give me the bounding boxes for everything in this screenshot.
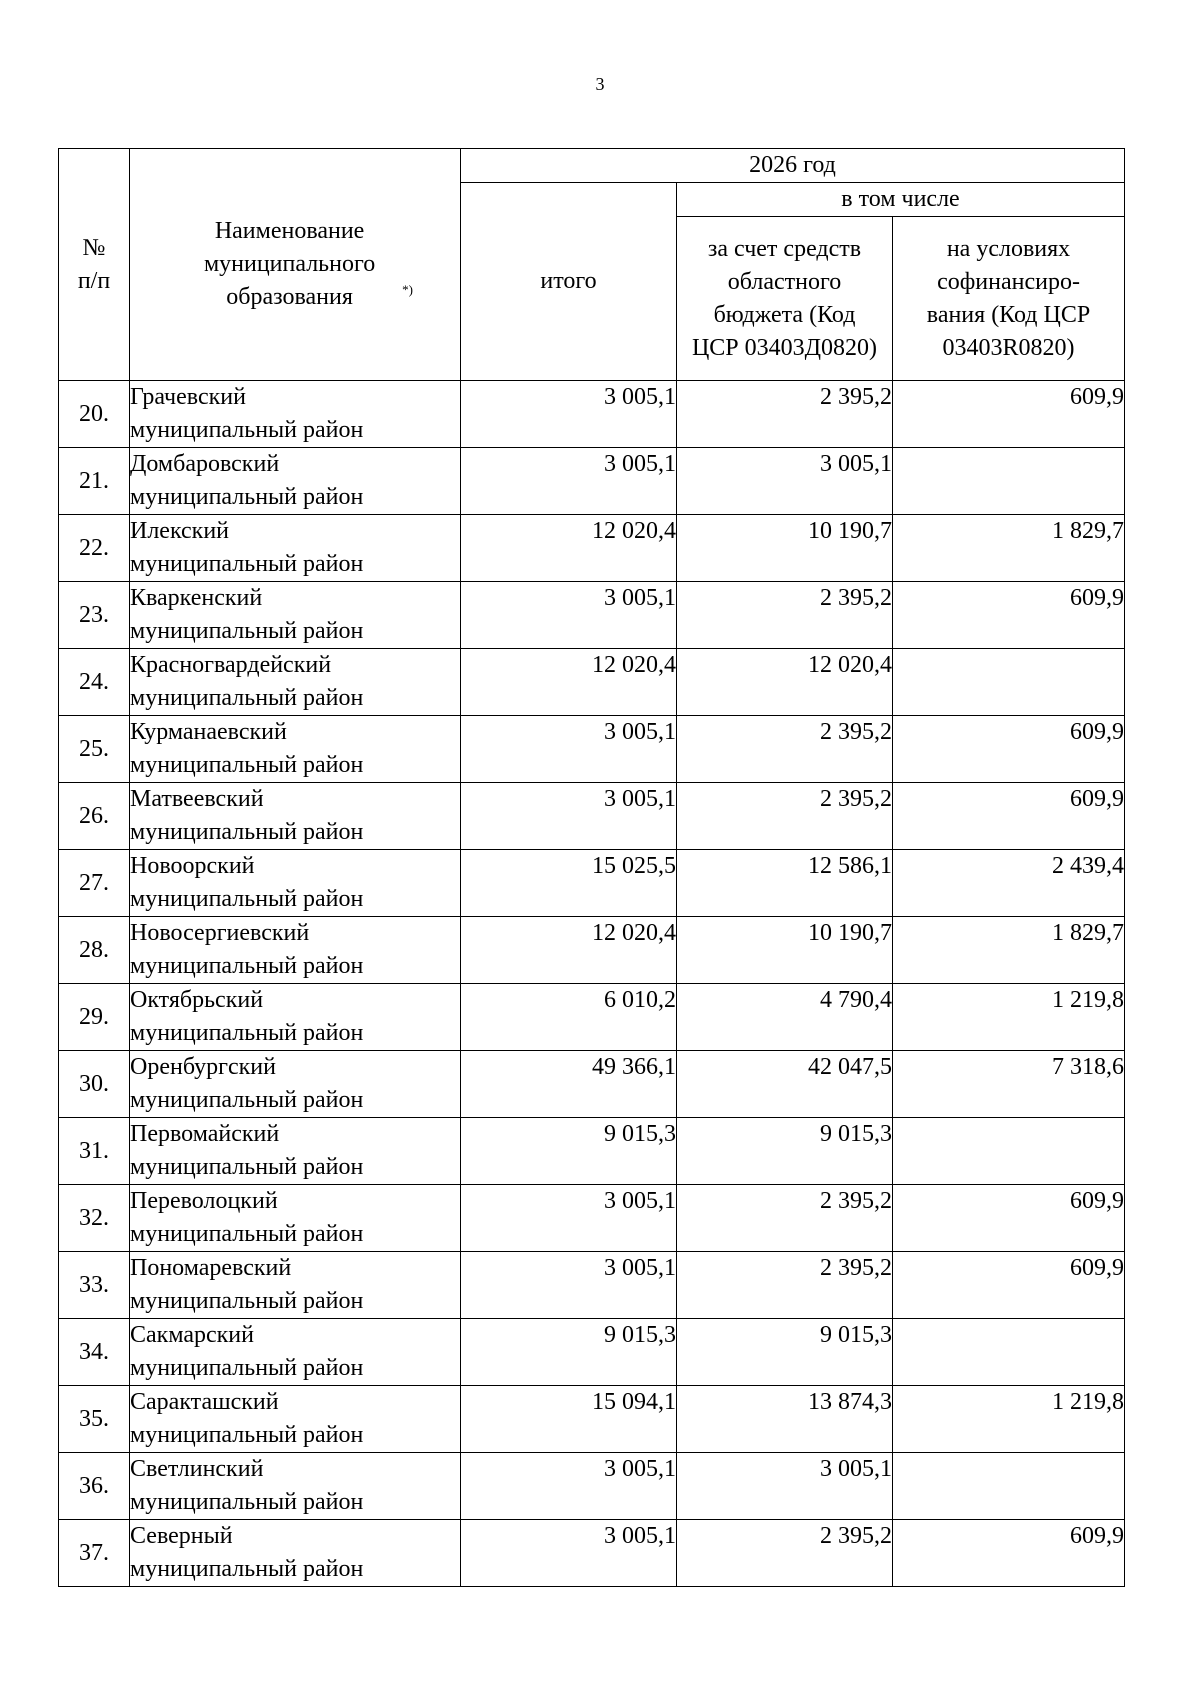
row-number: 26. <box>59 783 130 850</box>
total-value: 15 025,5 <box>461 850 677 917</box>
total-value: 49 366,1 <box>461 1051 677 1118</box>
table-row <box>59 1118 1125 1185</box>
row-number: 32. <box>59 1185 130 1252</box>
cofin-value: 609,9 <box>893 1185 1125 1252</box>
municipality-type: муниципальный район <box>130 618 364 644</box>
table-row <box>59 783 1125 850</box>
total-value: 6 010,2 <box>461 984 677 1051</box>
municipality-type: муниципальный район <box>130 1154 364 1180</box>
header-including: в том числе <box>677 183 1125 217</box>
municipality-type: муниципальный район <box>130 819 364 845</box>
municipality-title: Светлинский <box>130 1456 264 1482</box>
regional-value: 2 395,2 <box>677 1252 893 1319</box>
table-row <box>59 984 1125 1051</box>
cofin-value: 7 318,6 <box>893 1051 1125 1118</box>
table-row <box>59 1453 1125 1520</box>
municipality-name <box>130 783 461 850</box>
row-number: 23. <box>59 582 130 649</box>
municipality-name <box>130 1520 461 1587</box>
table-row <box>59 1319 1125 1386</box>
cofin-value: 609,9 <box>893 783 1125 850</box>
total-value: 3 005,1 <box>461 1520 677 1587</box>
budget-table <box>58 148 1125 1587</box>
municipality-title: Курманаевский <box>130 719 287 745</box>
cofin-value <box>893 1453 1125 1520</box>
municipality-title: Пономаревский <box>130 1255 292 1281</box>
cofin-value: 1 829,7 <box>893 515 1125 582</box>
municipality-name <box>130 1051 461 1118</box>
cofin-value <box>893 448 1125 515</box>
municipality-name <box>130 649 461 716</box>
row-number: 33. <box>59 1252 130 1319</box>
table-row <box>59 917 1125 984</box>
table-row <box>59 1051 1125 1118</box>
table-row <box>59 1386 1125 1453</box>
municipality-title: Красногвардейский <box>130 652 332 678</box>
municipality-title: Илекский <box>130 518 230 544</box>
municipality-name <box>130 1453 461 1520</box>
regional-value: 3 005,1 <box>677 448 893 515</box>
municipality-title: Саракташский <box>130 1389 279 1415</box>
table-row <box>59 448 1125 515</box>
municipality-type: муниципальный район <box>130 1422 364 1448</box>
row-number: 34. <box>59 1319 130 1386</box>
header-name <box>130 149 461 381</box>
municipality-title: Переволоцкий <box>130 1188 278 1214</box>
cofin-value <box>893 1118 1125 1185</box>
cofin-value: 609,9 <box>893 716 1125 783</box>
row-number: 27. <box>59 850 130 917</box>
total-value: 9 015,3 <box>461 1118 677 1185</box>
municipality-title: Домбаровский <box>130 451 280 477</box>
table-header <box>59 149 1125 381</box>
cofin-value: 609,9 <box>893 381 1125 448</box>
row-number: 22. <box>59 515 130 582</box>
table-row <box>59 1520 1125 1587</box>
municipality-name <box>130 716 461 783</box>
regional-value: 12 586,1 <box>677 850 893 917</box>
municipality-type: муниципальный район <box>130 886 364 912</box>
header-regional-label: за счет средств областного бюджета (Код ЦСР 03403Д0820) <box>691 235 878 361</box>
regional-value: 2 395,2 <box>677 1185 893 1252</box>
cofin-value: 2 439,4 <box>893 850 1125 917</box>
municipality-type: муниципальный район <box>130 417 364 443</box>
table-row <box>59 582 1125 649</box>
cofin-value: 609,9 <box>893 1252 1125 1319</box>
header-num-label: № п/п <box>77 234 111 294</box>
row-number: 31. <box>59 1118 130 1185</box>
municipality-type: муниципальный район <box>130 1288 364 1314</box>
municipality-title: Первомайский <box>130 1121 280 1147</box>
regional-value: 13 874,3 <box>677 1386 893 1453</box>
page-number: 3 <box>595 74 605 94</box>
table-row <box>59 1185 1125 1252</box>
municipality-title: Грачевский <box>130 384 246 410</box>
row-number: 25. <box>59 716 130 783</box>
municipality-name <box>130 1386 461 1453</box>
municipality-name <box>130 1319 461 1386</box>
municipality-name <box>130 1252 461 1319</box>
row-number: 20. <box>59 381 130 448</box>
header-year: 2026 год <box>461 149 1125 183</box>
municipality-type: муниципальный район <box>130 685 364 711</box>
total-value: 3 005,1 <box>461 448 677 515</box>
table-body <box>59 381 1125 1587</box>
header-name-label: Наименование муниципального образования <box>203 218 376 310</box>
municipality-name <box>130 515 461 582</box>
municipality-title: Новосергиевский <box>130 920 310 946</box>
table-row <box>59 381 1125 448</box>
total-value: 3 005,1 <box>461 716 677 783</box>
regional-value: 4 790,4 <box>677 984 893 1051</box>
municipality-type: муниципальный район <box>130 1556 364 1582</box>
regional-value: 9 015,3 <box>677 1319 893 1386</box>
total-value: 3 005,1 <box>461 1453 677 1520</box>
regional-value: 10 190,7 <box>677 917 893 984</box>
cofin-value: 609,9 <box>893 582 1125 649</box>
table-row <box>59 716 1125 783</box>
table-row <box>59 850 1125 917</box>
municipality-title: Кваркенский <box>130 585 263 611</box>
total-value: 12 020,4 <box>461 515 677 582</box>
table-row <box>59 515 1125 582</box>
municipality-type: муниципальный район <box>130 1221 364 1247</box>
row-number: 30. <box>59 1051 130 1118</box>
cofin-value: 1 219,8 <box>893 984 1125 1051</box>
municipality-title: Сакмарский <box>130 1322 254 1348</box>
regional-value: 12 020,4 <box>677 649 893 716</box>
row-number: 28. <box>59 917 130 984</box>
municipality-type: муниципальный район <box>130 551 364 577</box>
municipality-name <box>130 1118 461 1185</box>
total-value: 3 005,1 <box>461 1185 677 1252</box>
regional-value: 2 395,2 <box>677 716 893 783</box>
cofin-value: 1 219,8 <box>893 1386 1125 1453</box>
table-row <box>59 649 1125 716</box>
regional-value: 2 395,2 <box>677 783 893 850</box>
header-name-footnote: *) <box>402 282 413 297</box>
header-total: итого <box>461 183 677 381</box>
regional-value: 9 015,3 <box>677 1118 893 1185</box>
municipality-name <box>130 850 461 917</box>
header-cofin-label: на условиях софинансиро-вания (Код ЦСР 03403R0820) <box>926 235 1091 361</box>
total-value: 3 005,1 <box>461 582 677 649</box>
row-number: 21. <box>59 448 130 515</box>
total-value: 3 005,1 <box>461 783 677 850</box>
municipality-name <box>130 448 461 515</box>
cofin-value: 1 829,7 <box>893 917 1125 984</box>
row-number: 24. <box>59 649 130 716</box>
row-number: 37. <box>59 1520 130 1587</box>
total-value: 15 094,1 <box>461 1386 677 1453</box>
table-row <box>59 1252 1125 1319</box>
municipality-name <box>130 917 461 984</box>
regional-value: 42 047,5 <box>677 1051 893 1118</box>
cofin-value <box>893 1319 1125 1386</box>
municipality-type: муниципальный район <box>130 1020 364 1046</box>
municipality-name <box>130 1185 461 1252</box>
header-num <box>59 149 130 381</box>
total-value: 12 020,4 <box>461 649 677 716</box>
total-value: 12 020,4 <box>461 917 677 984</box>
municipality-type: муниципальный район <box>130 1489 364 1515</box>
row-number: 35. <box>59 1386 130 1453</box>
row-number: 29. <box>59 984 130 1051</box>
municipality-type: муниципальный район <box>130 1087 364 1113</box>
municipality-type: муниципальный район <box>130 752 364 778</box>
municipality-title: Октябрьский <box>130 987 264 1013</box>
regional-value: 3 005,1 <box>677 1453 893 1520</box>
municipality-title: Матвеевский <box>130 786 264 812</box>
cofin-value: 609,9 <box>893 1520 1125 1587</box>
total-value: 9 015,3 <box>461 1319 677 1386</box>
header-regional <box>677 217 893 381</box>
municipality-name <box>130 984 461 1051</box>
regional-value: 10 190,7 <box>677 515 893 582</box>
total-value: 3 005,1 <box>461 1252 677 1319</box>
municipality-type: муниципальный район <box>130 1355 364 1381</box>
municipality-title: Оренбургский <box>130 1054 276 1080</box>
municipality-type: муниципальный район <box>130 484 364 510</box>
row-number: 36. <box>59 1453 130 1520</box>
municipality-title: Новоорский <box>130 853 255 879</box>
municipality-title: Северный <box>130 1523 233 1549</box>
regional-value: 2 395,2 <box>677 381 893 448</box>
regional-value: 2 395,2 <box>677 1520 893 1587</box>
regional-value: 2 395,2 <box>677 582 893 649</box>
municipality-type: муниципальный район <box>130 953 364 979</box>
total-value: 3 005,1 <box>461 381 677 448</box>
cofin-value <box>893 649 1125 716</box>
municipality-name <box>130 582 461 649</box>
header-cofin <box>893 217 1125 381</box>
municipality-name <box>130 381 461 448</box>
